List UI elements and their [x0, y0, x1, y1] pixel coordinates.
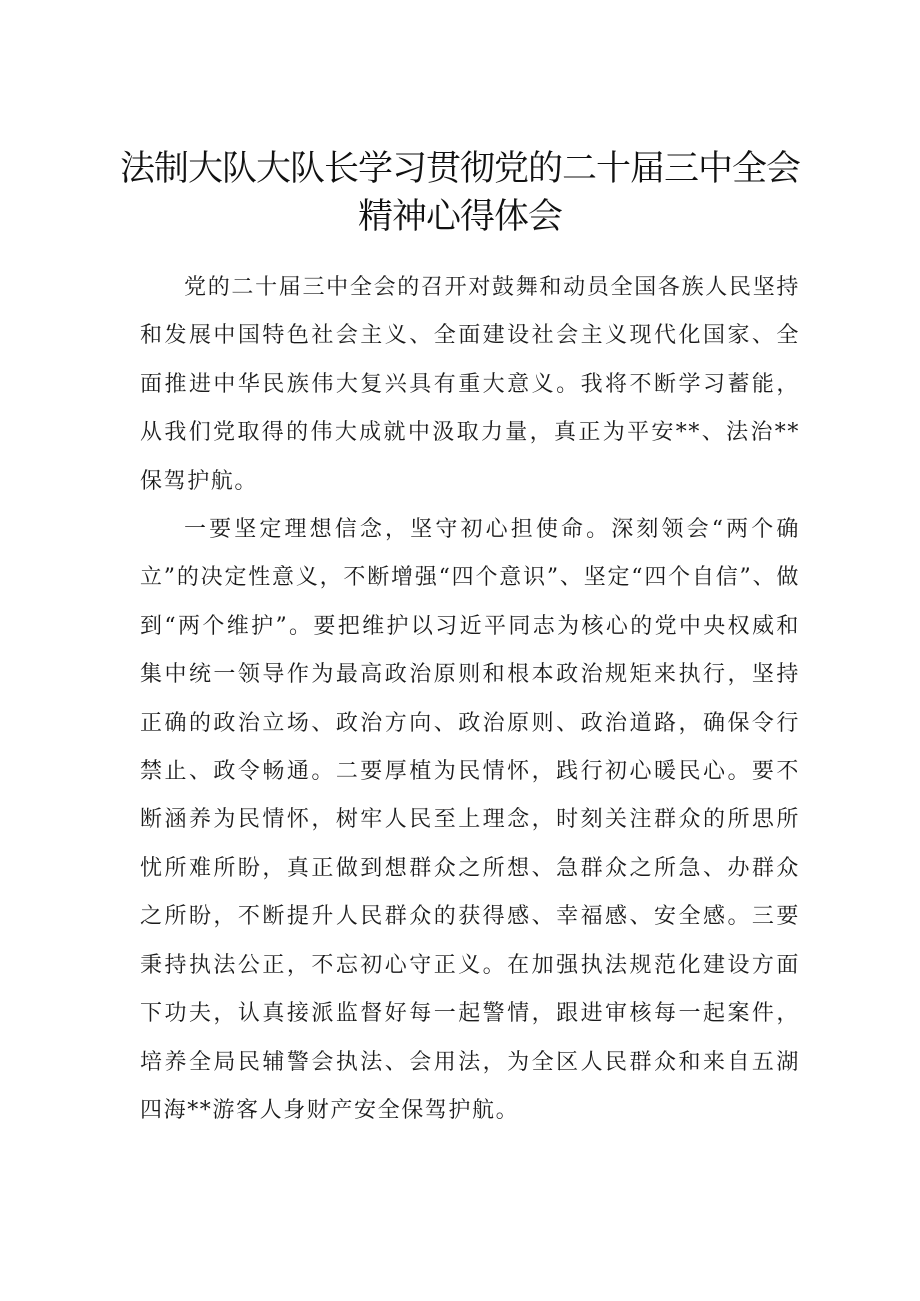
paragraph-1: 党的二十届三中全会的召开对鼓舞和动员全国各族人民坚持和发展中国特色社会主义、全面建设社会主义现代化国家、全面推进中华民族伟大复兴具有重大意义。我将不断学习蓄能，从我们党取得的伟大成就中汲取力量，真正为平安**、法治**保驾护航。: [140, 275, 800, 494]
title-line-2: 精神心得体会: [357, 197, 562, 237]
paragraph-2: 一要坚定理想信念，坚守初心担使命。深刻领会“两个确立”的决定性意义，不断增强“四个意识”、坚定“四个自信”、做到“两个维护”。要把维护以习近平同志为核心的党中央权威和集中统一领导作为最高政治原则和根本政治规矩来执行，坚持正确的政治立场、政治方向、政治原则、政治道路，确保令行禁止、政令畅通。二要厚植为民情怀，践行初心暖民心。要不断涵养为民情怀，树牢人民至上理念，时刻关注群众的所思所忧所难所盼，真正做到想群众之所想、急群众之所急、办群众之所盼，不断提升人民群众的获得感、幸福感、安全感。三要秉持执法公正，不忘初心守正义。在加强执法规范化建设方面下功夫，认真接派监督好每一起警情，跟进审核每一起案件，培养全局民辅警会执法、会用法，为全区人民群众和来自五湖四海**游客人身财产安全保驾护航。: [140, 517, 800, 1123]
document-title: [120, 145, 800, 241]
document-body: [140, 264, 800, 1135]
title-line-1: 法制大队大队长学习贯彻党的二十届三中全会: [120, 149, 801, 189]
